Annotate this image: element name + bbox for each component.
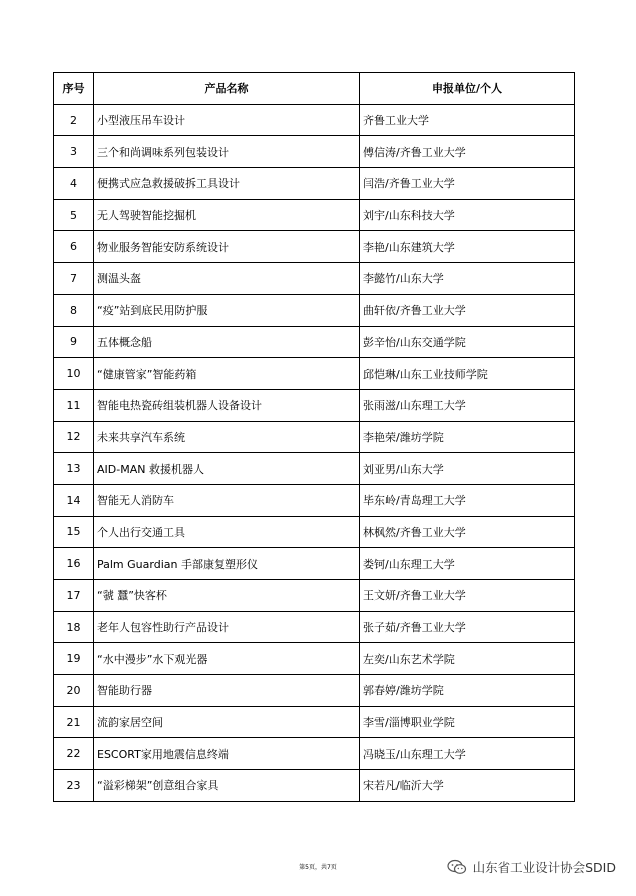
row-index: 22 [54,738,94,770]
row-product-name: “疫”站到底民用防护服 [94,294,360,326]
table-row [54,611,575,643]
row-product-name: “健康管家”智能药箱 [94,358,360,390]
table-row [54,263,575,295]
row-applicant: 毕东岭/青岛理工大学 [360,484,575,516]
row-product-name: 流韵家居空间 [94,706,360,738]
row-index: 6 [54,231,94,263]
table-row [54,231,575,263]
row-index: 3 [54,136,94,168]
row-product-name: 无人驾驶智能挖掘机 [94,199,360,231]
row-index: 2 [54,104,94,136]
row-product-name: AID-MAN 救援机器人 [94,453,360,485]
row-index: 13 [54,453,94,485]
row-applicant: 傅信涛/齐鲁工业大学 [360,136,575,168]
row-applicant: 宋若凡/临沂大学 [360,770,575,802]
row-product-name: 测温头盔 [94,263,360,295]
row-applicant: 娄钶/山东理工大学 [360,548,575,580]
wechat-icon [447,859,467,875]
row-index: 10 [54,358,94,390]
table-row [54,294,575,326]
row-product-name: 智能助行器 [94,675,360,707]
row-index: 19 [54,643,94,675]
row-index: 5 [54,199,94,231]
row-index: 11 [54,389,94,421]
row-product-name: 老年人包容性助行产品设计 [94,611,360,643]
row-product-name: 物业服务智能安防系统设计 [94,231,360,263]
row-applicant: 郭春婷/潍坊学院 [360,675,575,707]
watermark [447,858,616,876]
row-applicant: 林枫然/齐鲁工业大学 [360,516,575,548]
row-applicant: 刘亚男/山东大学 [360,453,575,485]
row-applicant: 李艳荣/潍坊学院 [360,421,575,453]
table-row [54,168,575,200]
row-applicant: 闫浩/齐鲁工业大学 [360,168,575,200]
row-applicant: 张雨滋/山东理工大学 [360,389,575,421]
row-index: 12 [54,421,94,453]
row-index: 4 [54,168,94,200]
header-applicant: 申报单位/个人 [360,73,575,105]
row-product-name: 便携式应急救援破拆工具设计 [94,168,360,200]
table-row [54,389,575,421]
row-index: 15 [54,516,94,548]
row-product-name: 智能电热瓷砖组装机器人设备设计 [94,389,360,421]
table-row [54,516,575,548]
row-applicant: 李雪/淄博职业学院 [360,706,575,738]
table-row [54,580,575,612]
row-applicant: 邱恺琳/山东工业技师学院 [360,358,575,390]
row-index: 9 [54,326,94,358]
row-index: 21 [54,706,94,738]
header-index: 序号 [54,73,94,105]
table-row [54,326,575,358]
row-applicant: 冯晓玉/山东理工大学 [360,738,575,770]
row-index: 18 [54,611,94,643]
table-row [54,484,575,516]
row-applicant: 左奕/山东艺术学院 [360,643,575,675]
table-row [54,738,575,770]
row-index: 20 [54,675,94,707]
watermark-text: 山东省工业设计协会SDID [472,860,616,875]
row-applicant: 王文妍/齐鲁工业大学 [360,580,575,612]
table-row [54,706,575,738]
row-product-name: “水中漫步”水下观光器 [94,643,360,675]
row-applicant: 李艳/山东建筑大学 [360,231,575,263]
product-table [53,72,575,802]
page-footer: 第5页，共7页 [299,864,337,871]
row-product-name: ESCORT家用地震信息终端 [94,738,360,770]
table-row [54,643,575,675]
row-index: 8 [54,294,94,326]
row-product-name: 智能无人消防车 [94,484,360,516]
table-row [54,453,575,485]
row-index: 14 [54,484,94,516]
table-row [54,136,575,168]
row-index: 23 [54,770,94,802]
row-index: 17 [54,580,94,612]
table-row [54,675,575,707]
row-applicant: 李懿竹/山东大学 [360,263,575,295]
row-product-name: “溢彩梯架”创意组合家具 [94,770,360,802]
row-product-name: 个人出行交通工具 [94,516,360,548]
row-index: 16 [54,548,94,580]
row-product-name: Palm Guardian 手部康复塑形仪 [94,548,360,580]
row-applicant: 彭辛怡/山东交通学院 [360,326,575,358]
row-applicant: 张子茹/齐鲁工业大学 [360,611,575,643]
row-applicant: 刘宇/山东科技大学 [360,199,575,231]
table-row [54,199,575,231]
row-product-name: 三个和尚调味系列包装设计 [94,136,360,168]
row-applicant: 曲轩依/齐鲁工业大学 [360,294,575,326]
row-product-name: “虢 蠶”快客杯 [94,580,360,612]
row-product-name: 未来共享汽车系统 [94,421,360,453]
row-product-name: 五体概念船 [94,326,360,358]
table-header-row [54,73,575,105]
table-row [54,770,575,802]
row-applicant: 齐鲁工业大学 [360,104,575,136]
table-row [54,548,575,580]
table-row [54,358,575,390]
row-index: 7 [54,263,94,295]
table-row [54,421,575,453]
row-product-name: 小型液压吊车设计 [94,104,360,136]
header-product: 产品名称 [94,73,360,105]
table-row [54,104,575,136]
